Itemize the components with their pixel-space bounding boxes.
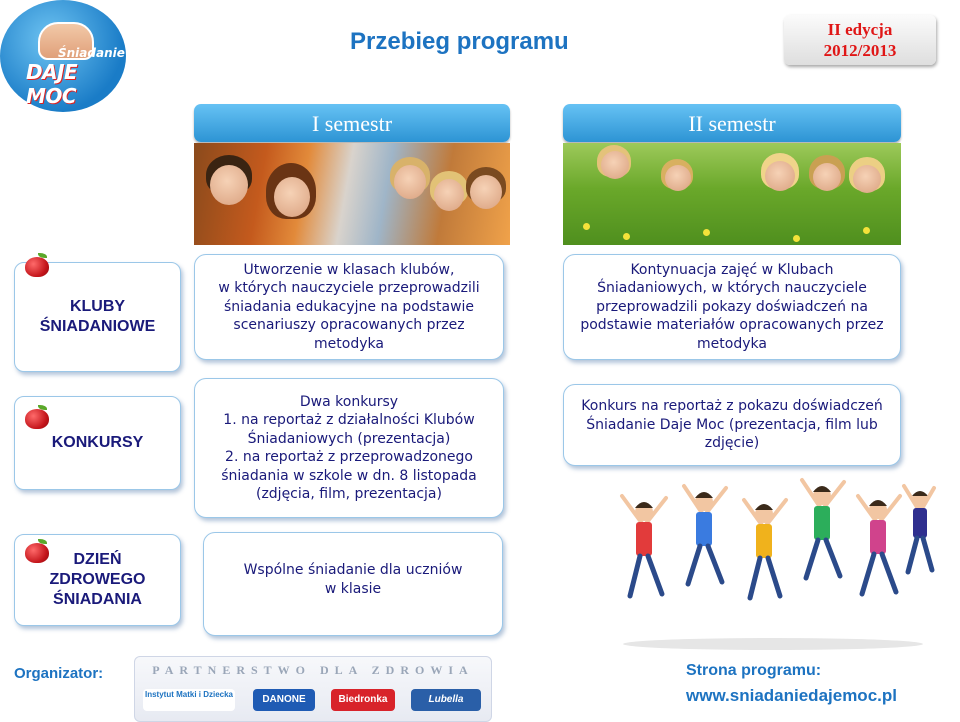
- edition-label: II edycja: [827, 20, 893, 39]
- program-site-label: Strona programu:: [686, 662, 822, 679]
- partner-logo-danone: DANONE: [253, 689, 315, 711]
- program-site-url[interactable]: www.sniadaniedajemoc.pl: [686, 686, 897, 705]
- partner-logo-biedronka: Biedronka: [331, 689, 395, 711]
- edition-badge: [784, 15, 936, 65]
- label-kluby-sniadaniowe: [14, 262, 181, 372]
- kluby-semester-2-box: [563, 254, 901, 360]
- label-konkursy: [14, 396, 181, 490]
- meadow-kids-photo: [563, 143, 901, 245]
- semester-1-header: I semestr: [194, 104, 510, 142]
- partners-banner: [134, 656, 492, 722]
- partner-logo-imid: Instytut Matki i Dziecka: [143, 689, 235, 711]
- logo-text-line2: DAJE MOC: [26, 60, 78, 108]
- row-label-text: DZIEŃ ZDROWEGO ŚNIADANIA: [49, 551, 146, 608]
- dzien-semester-1-box: [203, 532, 503, 636]
- konkursy-semester-1-text: Dwa konkursy 1. na reportaż z działalności Klubów Śniadaniowych (prezentacja) 2. na reportaż z przeprowadzonego śniadania w szkole w dn. 8 listopada (zdjęcia, film, prezentacja): [221, 393, 477, 502]
- dzien-semester-1-text: Wspólne śniadanie dla uczniów w klasie: [243, 562, 463, 597]
- kluby-semester-1-text: Utworzenie w klasach klubów, w których nauczyciele przeprowadzili śniadania edukacyjne na podstawie scenariuszy opracowanych przez metodyka: [218, 261, 480, 352]
- program-logo: [0, 0, 126, 112]
- semester-2-header: II semestr: [563, 104, 901, 142]
- label-dzien-zdrowego-sniadania: [14, 534, 181, 626]
- organizer-label: Organizator:: [14, 665, 104, 682]
- apple-icon: [25, 539, 49, 561]
- jumping-kids-photo: [608, 466, 938, 656]
- konkursy-semester-2-text: Konkurs na reportaż z pokazu doświadczeń Śniadanie Daje Moc (prezentacja, film lub zdjęcie): [581, 398, 883, 452]
- autumn-kids-photo: [194, 143, 510, 245]
- konkursy-semester-2-box: [563, 384, 901, 466]
- row-label-text: KLUBY ŚNIADANIOWE: [39, 298, 156, 335]
- apple-icon: [25, 405, 49, 427]
- row-label-text: KONKURSY: [51, 434, 144, 451]
- edition-year: 2012/2013: [823, 41, 897, 60]
- konkursy-semester-1-box: [194, 378, 504, 518]
- kluby-semester-2-text: Kontynuacja zajęć w Klubach Śniadaniowych, w których nauczyciele przeprowadzili pokazy doświadczeń na podstawie materiałów opracowanych przez metodyka: [580, 261, 884, 352]
- kluby-semester-1-box: [194, 254, 504, 360]
- page-title: Przebieg programu: [350, 28, 569, 55]
- partner-logo-lubella: Lubella: [411, 689, 481, 711]
- partners-heading: PARTNERSTWO DLA ZDROWIA: [152, 663, 474, 677]
- logo-text-line1: Śniadanie: [58, 46, 125, 60]
- apple-icon: [25, 253, 49, 275]
